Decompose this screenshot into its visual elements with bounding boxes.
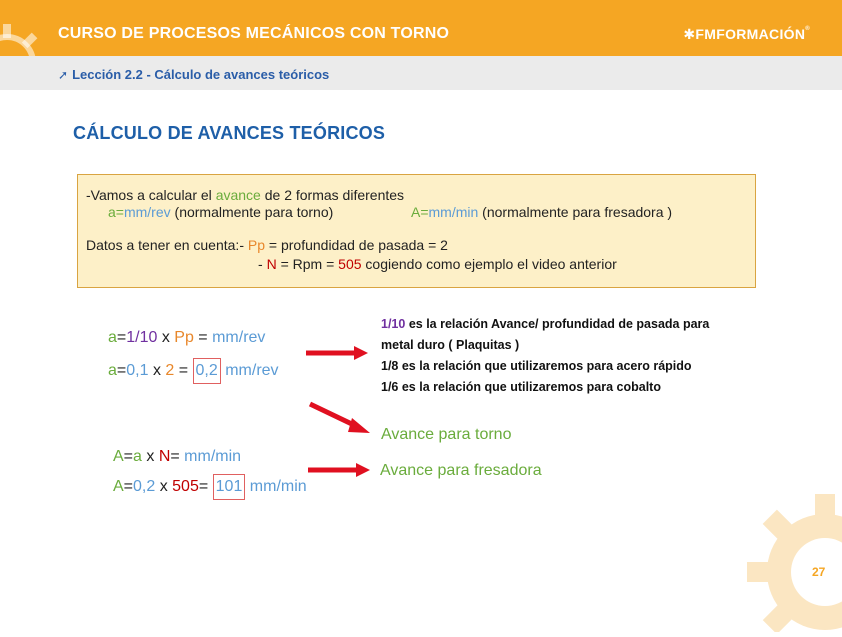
- formula-feed-mill-values: A=0,2 x 505= 101 mm/min: [113, 474, 307, 500]
- brand-logo: [683, 26, 810, 43]
- info-line-1: -Vamos a calcular el avance de 2 formas diferentes: [86, 187, 405, 203]
- gear-decoration-bottom-right: [745, 492, 842, 637]
- info-line-4: - N = Rpm = 505 cogiendo como ejemplo el video anterior: [258, 256, 617, 272]
- ratio-notes: [381, 314, 761, 398]
- arrow-right-icon-1: [304, 343, 370, 363]
- page-number: 27: [812, 565, 826, 579]
- arrow-down-right-icon: [306, 400, 372, 436]
- registered-icon: ®: [805, 26, 810, 32]
- info-line-2b: A=mm/min (normalmente para fresadora ): [411, 204, 673, 220]
- brand-formacion: FORMACIÓN: [716, 26, 806, 42]
- result-lathe-box: 0,2: [193, 358, 221, 384]
- info-line-3: Datos a tener en cuenta:- Pp = profundidad de pasada = 2: [86, 237, 448, 253]
- label-avance-torno: Avance para torno: [381, 426, 512, 443]
- note-line-2: metal duro ( Plaquitas ): [381, 338, 520, 352]
- formula-feed-lathe-values: a=0,1 x 2 = 0,2 mm/rev: [108, 358, 279, 384]
- result-mill-box: 101: [213, 474, 246, 500]
- rocket-icon: ➚: [58, 68, 69, 82]
- formula-feed-lathe: a=1/10 x Pp = mm/rev: [108, 329, 266, 346]
- page-title: CÁLCULO DE AVANCES TEÓRICOS: [73, 123, 386, 143]
- note-line-4: 1/6 es la relación que utilizaremos para cobalto: [381, 380, 661, 394]
- course-title: CURSO DE PROCESOS MECÁNICOS CON TORNO: [58, 25, 450, 42]
- arrow-right-icon-2: [306, 460, 372, 480]
- note-line-1: 1/10 es la relación Avance/ profundidad de pasada para: [381, 317, 710, 331]
- brand-star-icon: ✱: [683, 26, 696, 42]
- lesson-breadcrumb: [58, 67, 329, 82]
- note-line-3: 1/8 es la relación que utilizaremos para acero rápido: [381, 359, 692, 373]
- formula-feed-mill: A=a x N= mm/min: [113, 448, 242, 465]
- info-box: [77, 174, 756, 288]
- lesson-label: Lección 2.2 - Cálculo de avances teóricos: [72, 67, 330, 82]
- label-avance-fresadora: Avance para fresadora: [380, 462, 542, 479]
- info-line-2: a=mm/rev (normalmente para torno): [108, 204, 334, 220]
- brand-fm: FM: [695, 26, 717, 42]
